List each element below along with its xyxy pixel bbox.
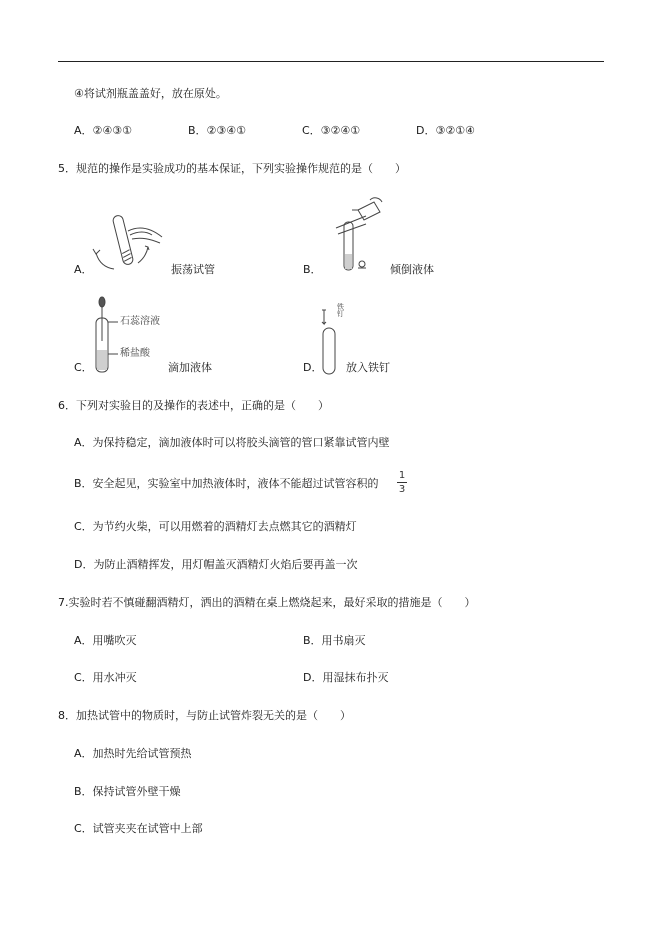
shake-tube-figure bbox=[88, 205, 168, 275]
q6-stem: 6．下列对实验目的及操作的表述中，正确的是（ ） bbox=[58, 399, 329, 412]
q7-option-c: C．用水冲灭 bbox=[74, 671, 137, 684]
fraction-bar bbox=[397, 482, 407, 483]
q6-option-d: D．为防止酒精挥发，用灯帽盖灭酒精灯火焰后要再盖一次 bbox=[74, 558, 358, 571]
q5-option-c-letter: C． bbox=[74, 361, 93, 374]
q8-option-c: C．试管夹夹在试管中上部 bbox=[74, 822, 203, 835]
q4-option-b: B．②③④① bbox=[188, 124, 246, 137]
q4-option-a: A．②④③① bbox=[74, 124, 132, 137]
q5-option-d-letter: D． bbox=[303, 361, 323, 374]
q5-option-c-caption: 滴加液体 bbox=[168, 361, 212, 374]
q4-option-c: C．③②④① bbox=[302, 124, 361, 137]
q7-option-b: B．用书扇灭 bbox=[303, 634, 366, 647]
q5-option-c-label-bottom: 稀盐酸 bbox=[120, 348, 150, 359]
q4-step4: ④将试剂瓶盖盖好，放在原处。 bbox=[74, 87, 227, 100]
q5-option-b-caption: 倾倒液体 bbox=[390, 263, 434, 276]
q6-option-c: C．为节约火柴，可以用燃着的酒精灯去点燃其它的酒精灯 bbox=[74, 520, 357, 533]
q5-option-c-label-top: 石蕊溶液 bbox=[120, 316, 160, 327]
q5-option-d-label: 铁钉 bbox=[337, 303, 344, 318]
pour-liquid-figure bbox=[318, 192, 388, 280]
q7-stem: 7.实验时若不慎碰翻酒精灯，洒出的酒精在桌上燃烧起来，最好采取的措施是（ ） bbox=[58, 596, 476, 609]
q8-option-b: B．保持试管外壁干燥 bbox=[74, 785, 181, 798]
q5-stem: 5．规范的操作是实验成功的基本保证，下列实验操作规范的是（ ） bbox=[58, 162, 406, 175]
fraction-one-third bbox=[397, 470, 407, 495]
fraction-numerator: 1 bbox=[398, 470, 406, 481]
header-rule bbox=[58, 61, 604, 62]
q7-option-a: A．用嘴吹灭 bbox=[74, 634, 137, 647]
q5-option-a-caption: 振荡试管 bbox=[171, 263, 215, 276]
q6-option-a: A．为保持稳定，滴加液体时可以将胶头滴管的管口紧靠试管内壁 bbox=[74, 436, 390, 449]
q8-stem: 8．加热试管中的物质时，与防止试管炸裂无关的是（ ） bbox=[58, 709, 351, 722]
q7-option-d: D．用湿抹布扑灭 bbox=[303, 671, 389, 684]
q5-option-a-letter: A． bbox=[74, 263, 93, 276]
dropper-tube-figure bbox=[90, 296, 120, 376]
q5-option-d-caption: 放入铁钉 bbox=[346, 361, 390, 374]
q4-option-d: D．③②①④ bbox=[416, 124, 475, 137]
q8-option-a: A．加热时先给试管预热 bbox=[74, 747, 192, 760]
fraction-denominator: 3 bbox=[398, 484, 406, 495]
q5-option-b-letter: B． bbox=[303, 263, 322, 276]
q6-option-b: B．安全起见，实验室中加热液体时，液体不能超过试管容积的 bbox=[74, 477, 379, 490]
